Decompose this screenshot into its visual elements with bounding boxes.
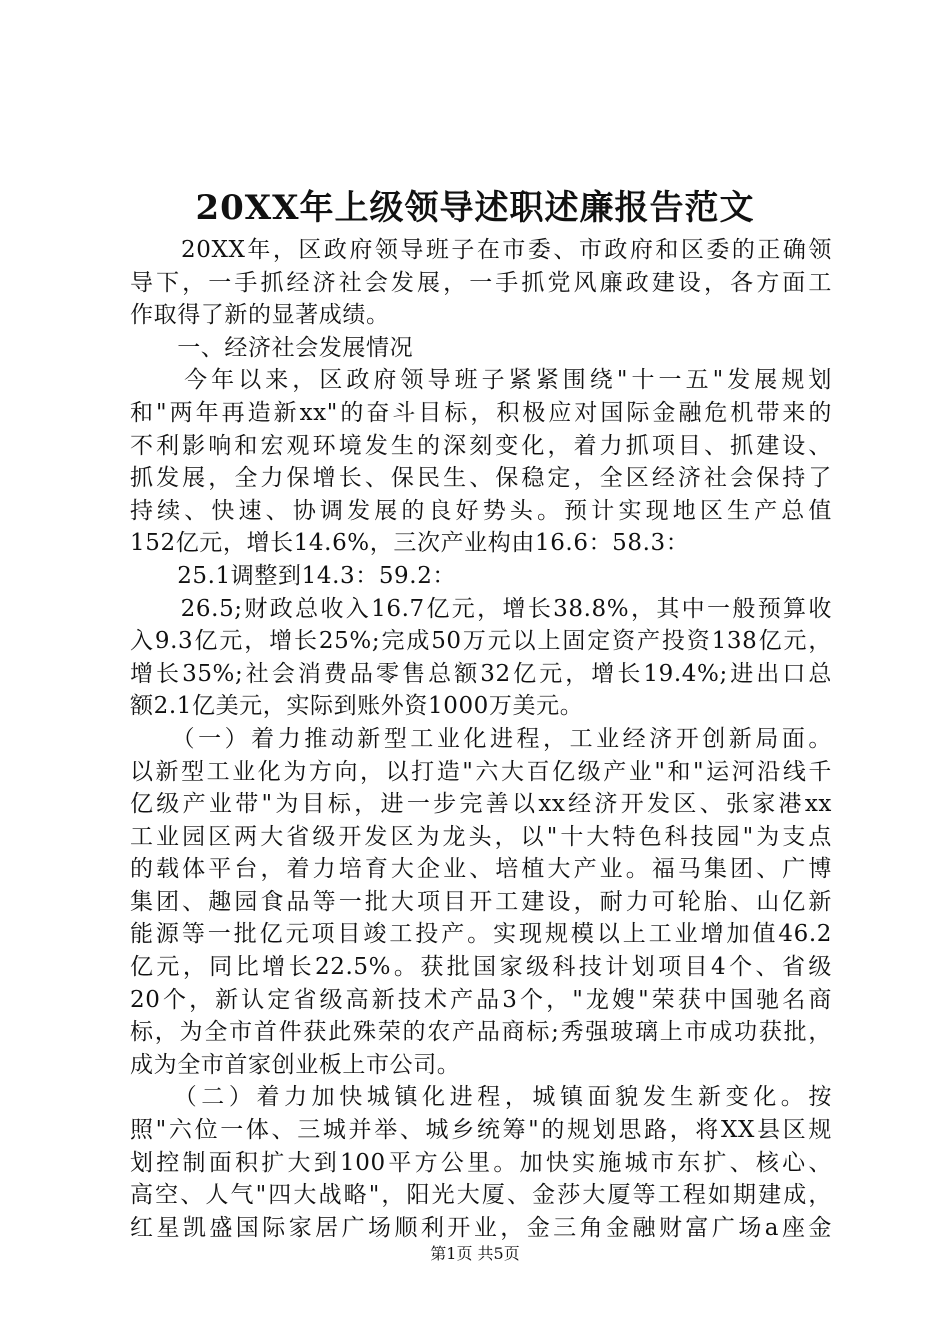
- body-line: 20XX年，区政府领导班子在市委、市政府和区委的正确领: [130, 237, 832, 263]
- body-line: 额2.1亿美元，实际到账外资1000万美元。: [130, 693, 584, 720]
- body-line: 工业园区两大省级开发区为龙头，以"十大特色科技园"为支点: [130, 823, 832, 850]
- document-body: [130, 234, 832, 1244]
- body-line: 标，为全市首件获此殊荣的农产品商标;秀强玻璃上市成功获批，: [130, 1019, 832, 1046]
- body-line: 26.5;财政总收入16.7亿元，增长38.8%，其中一般预算收: [130, 595, 832, 622]
- body-line: 的载体平台，着力培育大企业、培植大产业。福马集团、广博: [130, 856, 832, 883]
- body-line: 增长35%;社会消费品零售总额32亿元，增长19.4%;进出口总: [130, 660, 832, 687]
- body-line: 抓发展，全力保增长、保民生、保稳定，全区经济社会保持了: [130, 465, 832, 492]
- body-line: 划控制面积扩大到100平方公里。加快实施城市东扩、核心、: [130, 1149, 832, 1176]
- body-line: 能源等一批亿元项目竣工投产。实现规模以上工业增加值46.2: [130, 921, 832, 948]
- page-title: 20XX年上级领导述职述廉报告范文: [195, 188, 755, 228]
- body-line: 亿级产业带"为目标，进一步完善以xx经济开发区、张家港xx: [130, 791, 832, 818]
- body-line: 不利影响和宏观环境发生的深刻变化，着力抓项目、抓建设、: [130, 432, 832, 459]
- body-line: 以新型工业化为方向，以打造"六大百亿级产业"和"运河沿线千: [130, 758, 832, 785]
- body-line: 照"六位一体、三城并举、城乡统筹"的规划思路，将XX县区规: [130, 1117, 832, 1144]
- body-line: 152亿元，增长14.6%，三次产业构由16.6：58.3：: [130, 530, 690, 557]
- body-line: 入9.3亿元，增长25%;完成50万元以上固定资产投资138亿元，: [130, 628, 832, 655]
- body-line: 作取得了新的显著成绩。: [130, 302, 390, 329]
- body-line: 20个，新认定省级高新技术产品3个，"龙嫂"荣获中国驰名商: [130, 986, 832, 1013]
- body-line: 红星凯盛国际家居广场顺利开业，金三角金融财富广场a座金: [130, 1214, 832, 1241]
- body-line: 亿元，同比增长22.5%。获批国家级科技计划项目4个、省级: [130, 954, 832, 981]
- section-heading: 一、经济社会发展情况: [130, 334, 414, 361]
- body-line: 导下，一手抓经济社会发展，一手抓党风廉政建设，各方面工: [130, 269, 832, 296]
- subsection-heading: （一）着力推动新型工业化进程，工业经济开创新局面。: [130, 725, 832, 752]
- subsection-heading: （二）着力加快城镇化进程，城镇面貌发生新变化。按: [130, 1084, 832, 1111]
- page-footer: 第1页 共5页: [430, 1244, 520, 1263]
- body-line: 高空、人气"四大战略"，阳光大厦、金莎大厦等工程如期建成，: [130, 1182, 832, 1209]
- body-line: 今年以来，区政府领导班子紧紧围绕"十一五"发展规划: [130, 367, 832, 394]
- body-line: 和"两年再造新xx"的奋斗目标，积极应对国际金融危机带来的: [130, 399, 832, 426]
- body-line: 持续、快速、协调发展的良好势头。预计实现地区生产总值: [130, 497, 832, 524]
- body-line: 成为全市首家创业板上市公司。: [130, 1051, 461, 1078]
- body-line: 集团、趣园食品等一批大项目开工建设，耐力可轮胎、山亿新: [130, 888, 832, 915]
- body-line: 25.1调整到14.3：59.2：: [130, 562, 457, 589]
